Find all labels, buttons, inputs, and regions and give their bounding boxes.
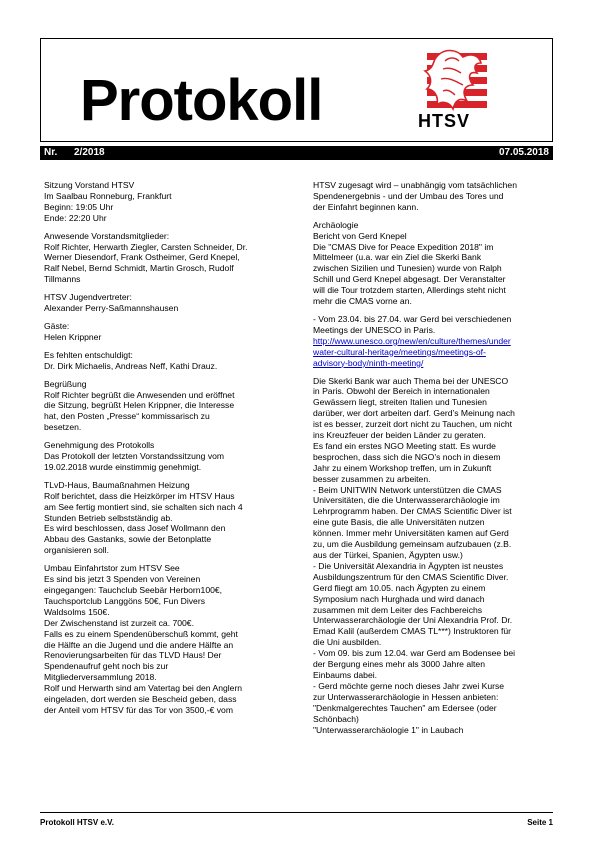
paragraph-gap: [313, 213, 553, 220]
text-line: - Vom 23.04. bis 27.04. war Gerd bei verschiedenen: [313, 313, 512, 324]
text-line: können. Immer mehr Universitäten kamen auf Gerd: [313, 528, 509, 539]
text-line: besprochen, dass sich die NGO’s noch in diesem: [313, 451, 501, 462]
text-line: der Einfahrt beginnen kann.: [313, 201, 419, 212]
text-line: Bericht von Gerd Knepel: [313, 230, 407, 241]
text-line: [313, 358, 553, 369]
text-line: besser zusammen zu arbeiten.: [313, 473, 431, 484]
nr-value: 2/2018: [74, 147, 105, 158]
text-line: - Die Universität Alexandria in Ägypten ist neustes: [313, 560, 504, 571]
text-line: Rolf und Herwarth sind am Vatertag bei den Anglern: [44, 683, 243, 694]
text-line: Alexander Perry-Saßmannshausen: [44, 303, 179, 314]
text-line: Spendenergebnis - und der Umbau des Tores und: [313, 190, 504, 201]
left-column: [44, 180, 292, 716]
paragraph-gap: [313, 307, 553, 314]
text-line: Es fand ein erstes NGO Meeting statt. Es wurde: [313, 440, 496, 451]
text-line: Lehrprogramm haben. Der CMAS Scientific Diver ist: [313, 506, 512, 517]
text-line: Es sind bis jetzt 3 Spenden von Vereinen: [44, 574, 201, 585]
unesco-link[interactable]: advisory-body/ninth-meeting/: [313, 357, 424, 368]
text-line: Ralf Nebel, Bernd Schmidt, Martin Grosch, Rudolf: [44, 263, 234, 274]
page-number: Seite 1: [527, 818, 553, 827]
nr-label: Nr.: [44, 147, 58, 158]
text-line: Universitäten, die die Unterwasserarchäologie im: [313, 495, 500, 506]
text-line: [313, 336, 553, 347]
text-line: Waldsolms 150€.: [44, 606, 110, 617]
text-line: Schill und Gerd Knepel abgesagt. Der Veranstalter: [313, 274, 506, 285]
text-line: Begrüßung: [44, 378, 87, 389]
text-line: Mitgliederversammlung 2018.: [44, 672, 157, 683]
text-line: hat, den Posten „Presse“ kommissarisch zu: [44, 411, 210, 422]
text-line: Spendenaufruf geht noch bis zur: [44, 661, 169, 672]
text-line: TLvD-Haus, Baumaßnahmen Heizung: [44, 479, 190, 490]
text-line: Unterwasserarchäologie der Uni Alexandria Prof. Dr.: [313, 615, 513, 626]
text-line: Helen Krippner: [44, 331, 102, 342]
text-line: zwischen Sizilien und Tunesien) wurde von Ralph: [313, 263, 502, 274]
text-line: HTSV Jugendvertreter:: [44, 292, 132, 303]
text-line: organisieren soll.: [44, 545, 109, 556]
text-line: Rolf berichtet, dass die Heizkörper im HTSV Haus: [44, 490, 235, 501]
text-line: will die Tour trotzdem starten, Allerdings steht nicht: [313, 285, 506, 296]
text-line: Ausbildungszentrum für den CMAS Scientific Diver.: [313, 571, 509, 582]
unesco-link[interactable]: http://www.unesco.org/new/en/culture/themes/under: [313, 335, 511, 346]
text-line: Umbau Einfahrtstor zum HTSV See: [44, 563, 180, 574]
htsv-logo-icon: [415, 45, 497, 117]
text-line: der Anteil vom HTSV für das Tor von 3500,-€ vom: [44, 704, 233, 715]
text-line: Tillmanns: [44, 274, 81, 285]
text-line: ist es besser, zurzeit dort nicht zu Tauchen, um nicht: [313, 419, 513, 430]
unesco-link[interactable]: water-cultural-heritage/meetings/meetings-of-: [313, 346, 486, 357]
text-line: aus der Türkei, Spanien, Ägypten usw.): [313, 550, 463, 560]
text-line: Gewässern liegt, streiten Italien und Tunesien: [313, 397, 487, 408]
text-line: Stunden Betrieb selbstständig ab.: [44, 512, 173, 523]
text-line: Symposium nach Hurghada und wird danach: [313, 593, 485, 604]
text-line: zur Unterwasserarchäologie in Hessen anbieten:: [313, 691, 499, 702]
logo-text: HTSV: [418, 111, 471, 131]
paragraph-gap: [44, 343, 292, 350]
number-bar: [40, 146, 553, 160]
text-line: Rolf Richter, Herwarth Ziegler, Carsten Schneider, Dr.: [44, 241, 248, 252]
text-line: Genehmigung des Protokolls: [44, 440, 155, 451]
text-line: zusammen mit dem Leiter des Fachbereichs: [313, 604, 483, 615]
paragraph-gap: [44, 556, 292, 563]
paragraph-gap: [44, 433, 292, 440]
text-line: die Sitzung, begrüßt Helen Krippner, die Interesse: [44, 400, 235, 411]
text-line: "Unterwasserarchäologie 1" in Laubach: [313, 724, 464, 735]
protocol-date: 07.05.2018: [498, 147, 549, 158]
text-line: Mittelmeer (u.a. war ein Ziel die Skerki Bank: [313, 252, 482, 263]
text-line: eine gute Basis, die alle Universitäten nutzen: [313, 517, 485, 528]
text-line: Anwesende Vorstandsmitglieder:: [44, 230, 170, 241]
text-line: "Denkmalgerechtes Tauchen" am Edersee (oder: [313, 702, 497, 713]
text-line: in Paris. Obwohl der Bereich in internationalen: [313, 386, 490, 397]
text-line: - Vom 09. bis zum 12.04. war Gerd am Bodensee bei: [313, 648, 516, 659]
text-line: Schönbach): [313, 713, 359, 724]
text-line: Gerd fliegt am 10.05. nach Ägypten zu einem: [313, 582, 486, 593]
text-line: Dr. Dirk Michaelis, Andreas Neff, Kathi Drauz.: [44, 360, 218, 371]
text-line: Rolf Richter begrüßt die Anwesenden und eröffnet: [44, 389, 235, 400]
text-line: der Bergung eines mehr als 3000 Jahre alten: [313, 659, 485, 670]
text-line: Ende: 22:20 Uhr: [44, 212, 107, 223]
text-line: die Hälfte an die Jugend und die andere Hälfte an: [44, 639, 234, 650]
paragraph-gap: [44, 285, 292, 292]
text-line: Gäste:: [44, 320, 70, 331]
text-line: zu, um die Ausbildung gemeinsam aufzubauen (z.B.: [313, 539, 512, 550]
text-line: Emad Kalil (außerdem CMAS TL***) Instruktoren für: [313, 626, 512, 637]
text-line: Es fehlten entschuldigt:: [44, 349, 133, 360]
text-line: Beginn: 19:05 Uhr: [44, 201, 114, 212]
paragraph-gap: [44, 224, 292, 231]
text-line: besetzen.: [44, 422, 82, 433]
text-line: Jahr zu einem Workshop treffen, um in Zukunft: [313, 462, 492, 473]
paragraph-gap: [44, 372, 292, 379]
paragraph-gap: [313, 369, 553, 376]
paragraph-gap: [44, 314, 292, 321]
text-line: Renovierungsarbeiten für das TLVD Haus! Der: [44, 650, 222, 661]
text-line: Einbaums dabei.: [313, 669, 378, 680]
text-line: Tauchsportclub Langgöns 50€, Fun Divers: [44, 595, 205, 606]
text-line: am See fertig montiert sind, sie schalten sich nach 4: [44, 501, 243, 512]
text-line: die Uni ausbilden.: [313, 637, 382, 648]
text-line: Falls es zu einem Spendenüberschuß kommt, geht: [44, 628, 238, 639]
text-line: HTSV zugesagt wird – unabhängig vom tatsächlichen: [313, 180, 517, 190]
text-line: - Gerd möchte gerne noch dieses Jahr zwei Kurse: [313, 680, 505, 691]
text-line: 19.02.2018 wurde einstimmig genehmigt.: [44, 461, 202, 472]
text-line: Das Protokoll der letzten Vorstandssitzung vom: [44, 451, 225, 462]
text-line: Es wird beschlossen, dass Josef Wollmann den: [44, 523, 226, 534]
text-line: Meetings der UNESCO in Paris.: [313, 324, 436, 335]
text-line: darüber, wer dort arbeiten darf. Gerd’s Meinung nach: [313, 408, 515, 419]
text-line: Archäologie: [313, 219, 359, 230]
page-title: Protokoll: [80, 68, 323, 133]
text-line: - Beim UNITWIN Network unterstützen die CMAS: [313, 484, 502, 495]
footer-divider: [40, 812, 553, 813]
text-line: Die "CMAS Dive for Peace Expedition 2018" im: [313, 241, 494, 252]
text-line: Abbau des Gastanks, sowie der Betonplatte: [44, 534, 212, 545]
text-line: Die Skerki Bank war auch Thema bei der UNESCO: [313, 375, 509, 386]
paragraph-gap: [44, 473, 292, 480]
text-line: mehr die CMAS vorne an.: [313, 296, 412, 307]
footer-org: Protokoll HTSV e.V.: [40, 818, 114, 827]
text-line: Der Zwischenstand ist zurzeit ca. 700€.: [44, 617, 194, 628]
text-line: ins Kreuzfeuer der beiden Länder zu geraten.: [313, 430, 486, 441]
text-line: [313, 347, 553, 358]
text-line: eingeladen, dort werden sie Bescheid geben, dass: [44, 694, 237, 705]
text-line: Sitzung Vorstand HTSV: [44, 180, 135, 190]
text-line: Werner Diesendorf, Frank Ostheimer, Gerd Knepel,: [44, 252, 240, 263]
text-line: eingegangen: Tauchclub Seebär Herborn100€,: [44, 585, 223, 595]
text-line: Im Saalbau Ronneburg, Frankfurt: [44, 190, 172, 201]
right-column: [313, 180, 553, 735]
